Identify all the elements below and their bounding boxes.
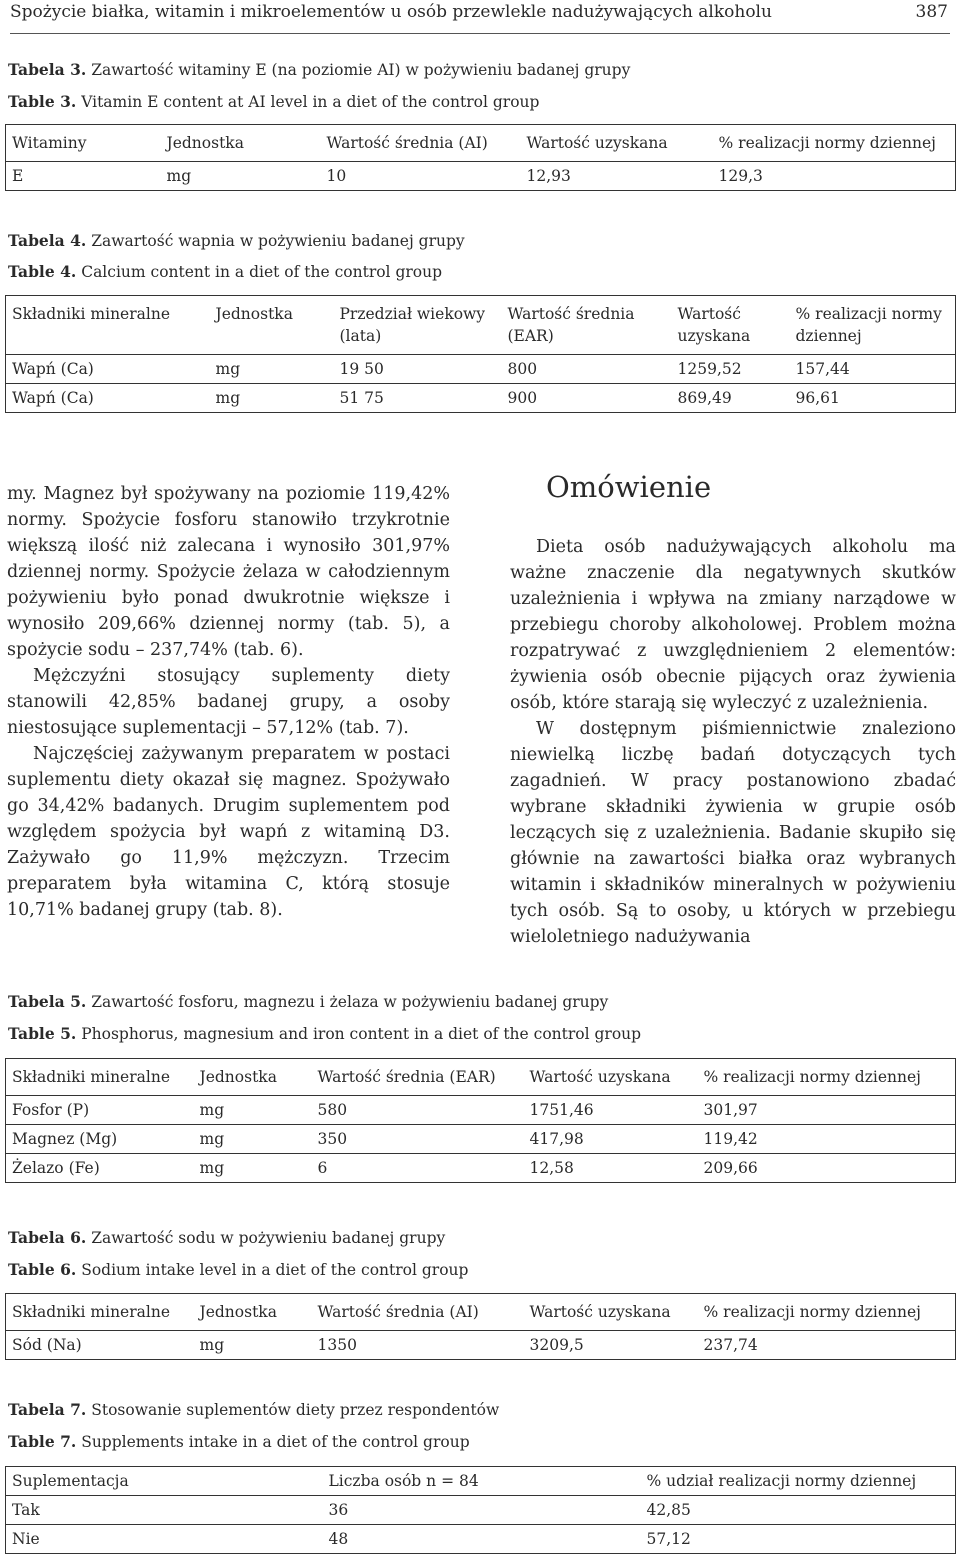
cell: 42,85 xyxy=(641,1496,956,1525)
cell: 350 xyxy=(312,1125,524,1154)
cell: 301,97 xyxy=(698,1096,956,1125)
table3-caption-pl: Tabela 3. Zawartość witaminy E (na poziomie AI) w pożywieniu badanej grupy xyxy=(8,60,631,79)
table6-caption-en: Table 6. Sodium intake level in a diet of the control group xyxy=(8,1260,469,1279)
table-header-row xyxy=(6,1059,956,1096)
header-cell: Wartość uzyskana xyxy=(524,1059,698,1096)
cell: 51 75 xyxy=(334,384,502,413)
cell: 1751,46 xyxy=(524,1096,698,1125)
header-cell: Składniki mineralne xyxy=(6,1294,194,1331)
cell: 1350 xyxy=(312,1331,524,1360)
table4-caption-pl: Tabela 4. Zawartość wapnia w pożywieniu badanej grupy xyxy=(8,231,465,250)
running-header xyxy=(10,0,950,26)
cell: 800 xyxy=(502,355,672,384)
cell: Tak xyxy=(6,1496,323,1525)
header-cell: Jednostka xyxy=(194,1059,312,1096)
cell: 237,74 xyxy=(698,1331,956,1360)
cell: 12,58 xyxy=(524,1154,698,1183)
table-row xyxy=(6,162,956,191)
table4 xyxy=(5,295,956,413)
header-rule xyxy=(10,33,950,34)
paragraph: Najczęściej zażywanym preparatem w postaci suplementu diety okazał się magnez. Spożywało go 34,42% badanych. Drugim suplementem pod względem spożycia był wapń z witaminą D3. Zażywało go 11,9% mężczyzn. Trzecim preparatem była witamina C, którą stosuje 10,71% badanej grupy (tab. 8). xyxy=(7,744,450,920)
header-cell: Jednostka xyxy=(194,1294,312,1331)
cell: 119,42 xyxy=(698,1125,956,1154)
cell: 36 xyxy=(323,1496,641,1525)
cell: Wapń (Ca) xyxy=(6,384,210,413)
table-row xyxy=(6,355,956,384)
cell: 129,3 xyxy=(713,162,956,191)
header-cell: Witaminy xyxy=(6,125,161,162)
cell: 57,12 xyxy=(641,1525,956,1554)
header-cell: Jednostka xyxy=(161,125,321,162)
cell: mg xyxy=(194,1154,312,1183)
left-column xyxy=(7,481,450,923)
cell: 96,61 xyxy=(790,384,956,413)
cell: 869,49 xyxy=(672,384,790,413)
paragraph: Dieta osób nadużywających alkoholu ma ważne znaczenie dla negatywnych skutków uzależnienia i wpływa na zmiany narządowe w przebiegu choroby alkoholowej. Problem można rozpatrywać z uwzględnieniem 2 elementów: żywienia osób obecnie pijących oraz żywienia osób, które starają się wyleczyć z uzależnienia. xyxy=(510,537,956,713)
page-number: 387 xyxy=(915,2,948,22)
cell: mg xyxy=(161,162,321,191)
header-cell: Wartość średnia (AI) xyxy=(312,1294,524,1331)
table-row xyxy=(6,1331,956,1360)
cell: mg xyxy=(210,355,334,384)
cell: Żelazo (Fe) xyxy=(6,1154,194,1183)
cell: mg xyxy=(194,1125,312,1154)
header-cell: Suplementacja xyxy=(6,1467,323,1496)
running-title: Spożycie białka, witamin i mikroelementów u osób przewlekle nadużywających alkoholu xyxy=(10,2,772,22)
table-row xyxy=(6,1096,956,1125)
paragraph: Mężczyźni stosujący suplementy diety stanowili 42,85% badanej grupy, a osoby niestosujące suplementacji – 57,12% (tab. 7). xyxy=(7,666,450,738)
header-cell: Składniki mineralne xyxy=(6,296,210,355)
header-cell: Jednostka xyxy=(210,296,334,355)
header-cell: Składniki mineralne xyxy=(6,1059,194,1096)
header-cell: % realizacji normy dziennej xyxy=(713,125,956,162)
header-cell: Wartość uzyskana xyxy=(521,125,713,162)
table3-caption-en: Table 3. Vitamin E content at AI level in a diet of the control group xyxy=(8,92,540,111)
table7-caption-pl: Tabela 7. Stosowanie suplementów diety przez respondentów xyxy=(8,1400,500,1419)
cell: 900 xyxy=(502,384,672,413)
table7 xyxy=(5,1466,956,1554)
cell: Magnez (Mg) xyxy=(6,1125,194,1154)
table-header-row xyxy=(6,1467,956,1496)
table5-caption-en: Table 5. Phosphorus, magnesium and iron content in a diet of the control group xyxy=(8,1024,642,1043)
table5 xyxy=(5,1058,956,1183)
header-cell: % realizacji normy dziennej xyxy=(698,1294,956,1331)
cell: 48 xyxy=(323,1525,641,1554)
header-cell: Wartość uzyskana xyxy=(524,1294,698,1331)
table6 xyxy=(5,1293,956,1360)
cell: E xyxy=(6,162,161,191)
table-row xyxy=(6,1125,956,1154)
header-cell: % realizacji normy dziennej xyxy=(790,296,956,355)
table-row xyxy=(6,384,956,413)
table-row xyxy=(6,1525,956,1554)
header-cell: % udział realizacji normy dziennej xyxy=(641,1467,956,1496)
cell: 3209,5 xyxy=(524,1331,698,1360)
cell: 1259,52 xyxy=(672,355,790,384)
header-cell: % realizacji normy dziennej xyxy=(698,1059,956,1096)
cell: 19 50 xyxy=(334,355,502,384)
cell: Fosfor (P) xyxy=(6,1096,194,1125)
header-cell: Liczba osób n = 84 xyxy=(323,1467,641,1496)
cell: 12,93 xyxy=(521,162,713,191)
table7-caption-en: Table 7. Supplements intake in a diet of the control group xyxy=(8,1432,470,1451)
cell: Wapń (Ca) xyxy=(6,355,210,384)
cell: 417,98 xyxy=(524,1125,698,1154)
header-cell: Wartość średnia (EAR) xyxy=(502,296,672,355)
section-heading: Omówienie xyxy=(546,470,712,504)
cell: mg xyxy=(194,1331,312,1360)
cell: mg xyxy=(210,384,334,413)
table6-caption-pl: Tabela 6. Zawartość sodu w pożywieniu badanej grupy xyxy=(8,1228,446,1247)
table-header-row xyxy=(6,296,956,355)
header-cell: Wartość średnia (EAR) xyxy=(312,1059,524,1096)
paragraph: my. Magnez był spożywany na poziomie 119,42% normy. Spożycie fosforu stanowiło trzykrotnie większą ilość niż zalecana i wynosiło 301,97% dziennej normy. Spożycie żelaza w całodziennym pożywieniu było ponad dwukrotnie większe i wynosiło 209,66% dziennej normy (tab. 5), a spożycie sodu – 237,74% (tab. 6). xyxy=(7,484,450,660)
table5-caption-pl: Tabela 5. Zawartość fosforu, magnezu i żelaza w pożywieniu badanej grupy xyxy=(8,992,609,1011)
right-column xyxy=(510,534,956,950)
paragraph: W dostępnym piśmiennictwie znaleziono niewielką liczbę badań dotyczących tych zagadnień. W pracy postanowiono zbadać wybrane składniki żywienia w grupie osób leczących się z uzależnienia. Badanie skupiło się głównie na zawartości białka oraz wybranych witamin i składników mineralnych w pożywieniu tych osób. Są to osoby, u których w przebiegu wieloletniego nadużywania xyxy=(510,719,956,947)
cell: Nie xyxy=(6,1525,323,1554)
table-row xyxy=(6,1154,956,1183)
cell: 580 xyxy=(312,1096,524,1125)
cell: 157,44 xyxy=(790,355,956,384)
cell: 209,66 xyxy=(698,1154,956,1183)
table4-caption-en: Table 4. Calcium content in a diet of the control group xyxy=(8,262,443,281)
cell: 10 xyxy=(321,162,521,191)
cell: Sód (Na) xyxy=(6,1331,194,1360)
header-cell: Przedział wiekowy (lata) xyxy=(334,296,502,355)
header-cell: Wartość uzyskana xyxy=(672,296,790,355)
cell: mg xyxy=(194,1096,312,1125)
table-header-row xyxy=(6,125,956,162)
table-header-row xyxy=(6,1294,956,1331)
header-cell: Wartość średnia (AI) xyxy=(321,125,521,162)
table3 xyxy=(5,124,956,191)
table-row xyxy=(6,1496,956,1525)
cell: 6 xyxy=(312,1154,524,1183)
